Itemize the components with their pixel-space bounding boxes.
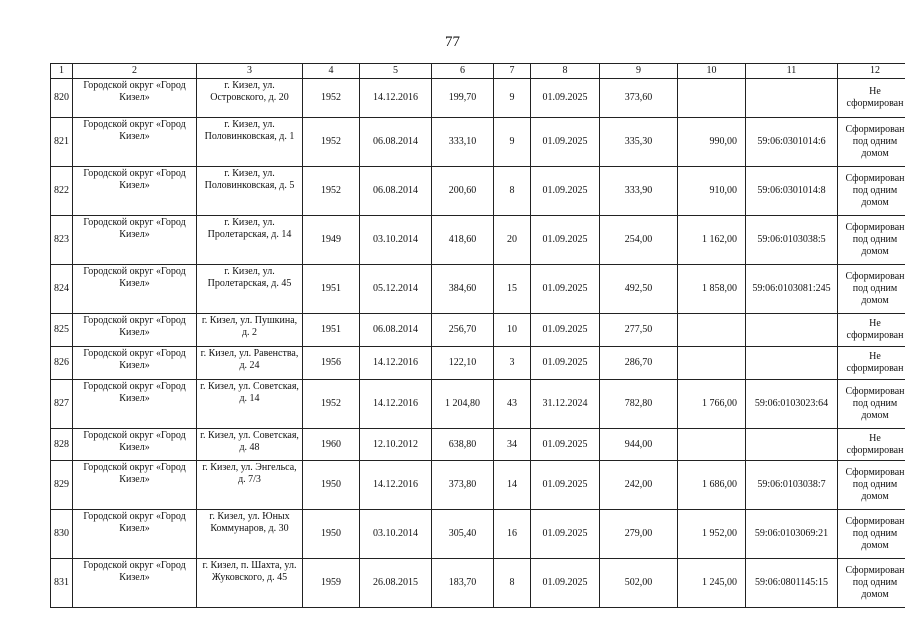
header-row	[51, 64, 905, 79]
district-cell: Городской округ «Город Кизел»	[73, 265, 197, 314]
table-row	[51, 429, 905, 461]
value-cell: 286,70	[600, 347, 678, 380]
count-cell: 8	[494, 167, 531, 216]
value-cell: 782,80	[600, 380, 678, 429]
land-area-cell: 1 162,00	[678, 216, 746, 265]
cadastral-cell: 59:06:0103081:245	[746, 265, 838, 314]
address-cell: г. Кизел, ул. Половинковская, д. 1	[197, 118, 303, 167]
year-cell: 1960	[303, 429, 360, 461]
date-cell: 03.10.2014	[360, 216, 432, 265]
year-cell: 1952	[303, 380, 360, 429]
value-cell: 944,00	[600, 429, 678, 461]
area-cell: 384,60	[432, 265, 494, 314]
year-cell: 1949	[303, 216, 360, 265]
value-cell: 335,30	[600, 118, 678, 167]
status-cell: Сформирован под одним домом	[838, 461, 905, 510]
row-number: 827	[51, 380, 73, 429]
count-cell: 14	[494, 461, 531, 510]
address-cell: г. Кизел, ул. Юных Коммунаров, д. 30	[197, 510, 303, 559]
count-cell: 9	[494, 118, 531, 167]
table-row	[51, 167, 905, 216]
district-cell: Городской округ «Город Кизел»	[73, 216, 197, 265]
address-cell: г. Кизел, ул. Половинковская, д. 5	[197, 167, 303, 216]
deadline-cell: 01.09.2025	[531, 265, 600, 314]
table-row	[51, 216, 905, 265]
address-cell: г. Кизел, ул. Советская, д. 14	[197, 380, 303, 429]
column-header: 12	[838, 64, 905, 79]
district-cell: Городской округ «Город Кизел»	[73, 380, 197, 429]
year-cell: 1950	[303, 510, 360, 559]
address-cell: г. Кизел, ул. Советская, д. 48	[197, 429, 303, 461]
count-cell: 3	[494, 347, 531, 380]
count-cell: 15	[494, 265, 531, 314]
table-row	[51, 314, 905, 347]
year-cell: 1952	[303, 167, 360, 216]
address-cell: г. Кизел, ул. Энгельса, д. 7/3	[197, 461, 303, 510]
value-cell: 333,90	[600, 167, 678, 216]
value-cell: 242,00	[600, 461, 678, 510]
column-header: 1	[51, 64, 73, 79]
value-cell: 373,60	[600, 79, 678, 118]
address-cell: г. Кизел, п. Шахта, ул. Жуковского, д. 45	[197, 559, 303, 608]
value-cell: 492,50	[600, 265, 678, 314]
row-number: 821	[51, 118, 73, 167]
status-cell: Сформирован под одним домом	[838, 216, 905, 265]
cadastral-cell: 59:06:0301014:6	[746, 118, 838, 167]
row-number: 823	[51, 216, 73, 265]
area-cell: 418,60	[432, 216, 494, 265]
deadline-cell: 01.09.2025	[531, 461, 600, 510]
land-area-cell: 1 858,00	[678, 265, 746, 314]
value-cell: 277,50	[600, 314, 678, 347]
column-header: 3	[197, 64, 303, 79]
cadastral-cell: 59:06:0103069:21	[746, 510, 838, 559]
address-cell: г. Кизел, ул. Пролетарская, д. 14	[197, 216, 303, 265]
cadastral-cell: 59:06:0103038:7	[746, 461, 838, 510]
value-cell: 254,00	[600, 216, 678, 265]
deadline-cell: 01.09.2025	[531, 429, 600, 461]
date-cell: 14.12.2016	[360, 79, 432, 118]
date-cell: 06.08.2014	[360, 118, 432, 167]
district-cell: Городской округ «Город Кизел»	[73, 314, 197, 347]
district-cell: Городской округ «Город Кизел»	[73, 118, 197, 167]
cadastral-cell: 59:06:0801145:15	[746, 559, 838, 608]
column-header: 6	[432, 64, 494, 79]
row-number: 831	[51, 559, 73, 608]
count-cell: 9	[494, 79, 531, 118]
address-cell: г. Кизел, ул. Пролетарская, д. 45	[197, 265, 303, 314]
page-number: 77	[445, 34, 460, 50]
year-cell: 1952	[303, 118, 360, 167]
area-cell: 183,70	[432, 559, 494, 608]
area-cell: 256,70	[432, 314, 494, 347]
count-cell: 10	[494, 314, 531, 347]
row-number: 828	[51, 429, 73, 461]
deadline-cell: 01.09.2025	[531, 347, 600, 380]
date-cell: 14.12.2016	[360, 461, 432, 510]
table-row	[51, 79, 905, 118]
district-cell: Городской округ «Город Кизел»	[73, 461, 197, 510]
column-header: 5	[360, 64, 432, 79]
deadline-cell: 01.09.2025	[531, 559, 600, 608]
deadline-cell: 01.09.2025	[531, 216, 600, 265]
deadline-cell: 01.09.2025	[531, 167, 600, 216]
status-cell: Сформирован под одним домом	[838, 167, 905, 216]
date-cell: 14.12.2016	[360, 380, 432, 429]
row-number: 822	[51, 167, 73, 216]
table-row	[51, 347, 905, 380]
count-cell: 16	[494, 510, 531, 559]
year-cell: 1956	[303, 347, 360, 380]
area-cell: 305,40	[432, 510, 494, 559]
column-header: 9	[600, 64, 678, 79]
table-row	[51, 118, 905, 167]
cadastral-cell: 59:06:0103038:5	[746, 216, 838, 265]
area-cell: 199,70	[432, 79, 494, 118]
area-cell: 373,80	[432, 461, 494, 510]
cadastral-cell	[746, 314, 838, 347]
table-row	[51, 380, 905, 429]
table-row	[51, 461, 905, 510]
status-cell: Не сформирован	[838, 79, 905, 118]
land-area-cell: 990,00	[678, 118, 746, 167]
column-header: 11	[746, 64, 838, 79]
row-number: 826	[51, 347, 73, 380]
registry-table	[50, 63, 905, 608]
district-cell: Городской округ «Город Кизел»	[73, 559, 197, 608]
district-cell: Городской округ «Город Кизел»	[73, 79, 197, 118]
deadline-cell: 01.09.2025	[531, 118, 600, 167]
date-cell: 12.10.2012	[360, 429, 432, 461]
count-cell: 34	[494, 429, 531, 461]
table-row	[51, 265, 905, 314]
area-cell: 122,10	[432, 347, 494, 380]
district-cell: Городской округ «Город Кизел»	[73, 347, 197, 380]
area-cell: 333,10	[432, 118, 494, 167]
land-area-cell	[678, 79, 746, 118]
land-area-cell	[678, 314, 746, 347]
cadastral-cell	[746, 347, 838, 380]
status-cell: Сформирован под одним домом	[838, 559, 905, 608]
date-cell: 06.08.2014	[360, 167, 432, 216]
land-area-cell	[678, 429, 746, 461]
row-number: 829	[51, 461, 73, 510]
row-number: 820	[51, 79, 73, 118]
date-cell: 03.10.2014	[360, 510, 432, 559]
address-cell: г. Кизел, ул. Пушкина, д. 2	[197, 314, 303, 347]
count-cell: 8	[494, 559, 531, 608]
date-cell: 06.08.2014	[360, 314, 432, 347]
date-cell: 26.08.2015	[360, 559, 432, 608]
year-cell: 1951	[303, 314, 360, 347]
year-cell: 1950	[303, 461, 360, 510]
year-cell: 1952	[303, 79, 360, 118]
cadastral-cell: 59:06:0301014:8	[746, 167, 838, 216]
deadline-cell: 01.09.2025	[531, 79, 600, 118]
status-cell: Сформирован под одним домом	[838, 510, 905, 559]
date-cell: 14.12.2016	[360, 347, 432, 380]
land-area-cell: 910,00	[678, 167, 746, 216]
cadastral-cell	[746, 429, 838, 461]
year-cell: 1959	[303, 559, 360, 608]
status-cell: Сформирован под одним домом	[838, 380, 905, 429]
row-number: 830	[51, 510, 73, 559]
district-cell: Городской округ «Город Кизел»	[73, 429, 197, 461]
area-cell: 638,80	[432, 429, 494, 461]
date-cell: 05.12.2014	[360, 265, 432, 314]
status-cell: Сформирован под одним домом	[838, 265, 905, 314]
column-header: 10	[678, 64, 746, 79]
count-cell: 43	[494, 380, 531, 429]
area-cell: 200,60	[432, 167, 494, 216]
deadline-cell: 31.12.2024	[531, 380, 600, 429]
table-row	[51, 510, 905, 559]
cadastral-cell	[746, 79, 838, 118]
status-cell: Не сформирован	[838, 314, 905, 347]
land-area-cell	[678, 347, 746, 380]
cadastral-cell: 59:06:0103023:64	[746, 380, 838, 429]
deadline-cell: 01.09.2025	[531, 510, 600, 559]
land-area-cell: 1 686,00	[678, 461, 746, 510]
count-cell: 20	[494, 216, 531, 265]
address-cell: г. Кизел, ул. Островского, д. 20	[197, 79, 303, 118]
row-number: 824	[51, 265, 73, 314]
district-cell: Городской округ «Город Кизел»	[73, 167, 197, 216]
district-cell: Городской округ «Город Кизел»	[73, 510, 197, 559]
value-cell: 502,00	[600, 559, 678, 608]
year-cell: 1951	[303, 265, 360, 314]
area-cell: 1 204,80	[432, 380, 494, 429]
deadline-cell: 01.09.2025	[531, 314, 600, 347]
address-cell: г. Кизел, ул. Равенства, д. 24	[197, 347, 303, 380]
column-header: 7	[494, 64, 531, 79]
column-header: 8	[531, 64, 600, 79]
table-row	[51, 559, 905, 608]
column-header: 4	[303, 64, 360, 79]
status-cell: Не сформирован	[838, 429, 905, 461]
land-area-cell: 1 245,00	[678, 559, 746, 608]
value-cell: 279,00	[600, 510, 678, 559]
status-cell: Сформирован под одним домом	[838, 118, 905, 167]
land-area-cell: 1 766,00	[678, 380, 746, 429]
status-cell: Не сформирован	[838, 347, 905, 380]
column-header: 2	[73, 64, 197, 79]
row-number: 825	[51, 314, 73, 347]
land-area-cell: 1 952,00	[678, 510, 746, 559]
